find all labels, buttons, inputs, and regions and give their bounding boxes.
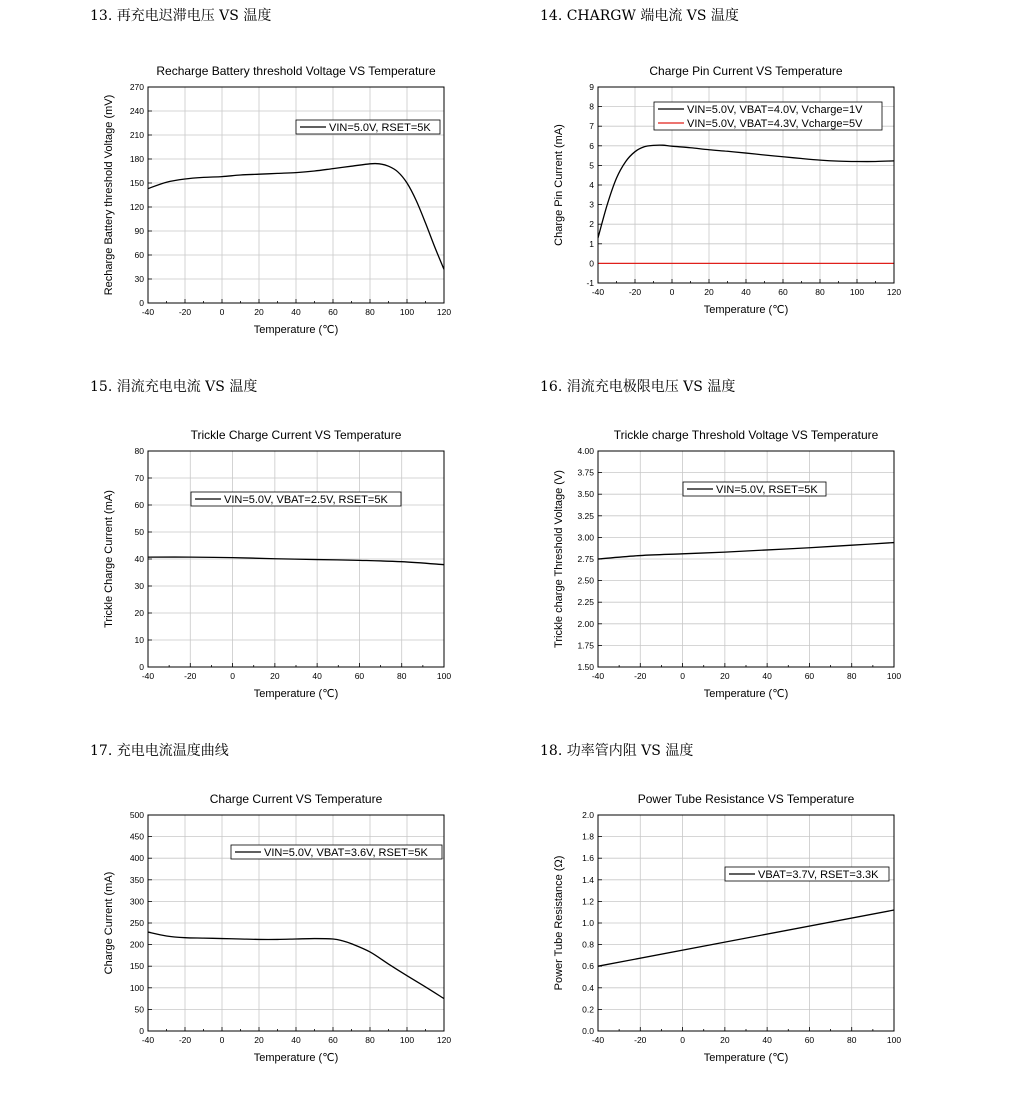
y-axis-label: Charge Pin Current (mA) (553, 124, 565, 246)
y-tick-label: 1.50 (577, 662, 594, 672)
x-tick-label: 100 (399, 1035, 415, 1045)
y-tick-label: 0.0 (582, 1026, 594, 1036)
y-tick-label: 30 (134, 274, 144, 284)
legend-label: VIN=5.0V, VBAT=4.3V, Vcharge=5V (687, 118, 863, 130)
y-tick-label: 120 (129, 202, 144, 212)
x-tick-label: 60 (328, 1035, 338, 1045)
x-axis-label: Temperature (℃) (703, 688, 789, 700)
y-tick-label: 90 (134, 226, 144, 236)
x-tick-label: 20 (704, 287, 714, 297)
y-tick-label: 150 (129, 178, 144, 188)
x-tick-label: 80 (815, 287, 825, 297)
y-tick-label: 30 (134, 581, 144, 591)
x-tick-label: 40 (741, 287, 751, 297)
y-tick-label: 1.0 (582, 918, 594, 928)
x-tick-label: -20 (628, 287, 642, 297)
legend-label: VIN=5.0V, VBAT=3.6V, RSET=5K (264, 847, 428, 859)
x-tick-label: -40 (591, 671, 605, 681)
y-tick-label: 0.2 (582, 1004, 594, 1015)
y-tick-label: 3.50 (577, 489, 594, 500)
x-tick-label: 80 (846, 671, 857, 681)
x-tick-label: -40 (141, 671, 155, 681)
x-tick-label: 20 (254, 307, 264, 317)
section-title: 再充电迟滞电压 VS 温度 (116, 8, 272, 24)
x-tick-label: 80 (846, 1035, 857, 1045)
section-title: 涓流充电电流 VS 温度 (116, 379, 258, 395)
y-tick-label: 60 (134, 250, 144, 260)
x-tick-label: 80 (365, 1035, 375, 1045)
y-tick-label: 2.00 (577, 618, 594, 629)
y-axis-label: Power Tube Resistance (Ω) (553, 855, 565, 991)
x-tick-label: 60 (804, 1035, 815, 1045)
y-tick-label: 8 (589, 101, 594, 112)
y-tick-label: 0 (139, 298, 144, 308)
section-title: 充电电流温度曲线 (116, 743, 229, 759)
y-tick-label: 0.6 (582, 961, 594, 972)
y-tick-label: -1 (586, 278, 594, 288)
section-number: 18. (540, 743, 563, 759)
y-axis-label: Trickle charge Threshold Voltage (V) (553, 470, 565, 648)
y-tick-label: 40 (134, 554, 144, 564)
section-title: CHARGW 端电流 VS 温度 (566, 8, 739, 24)
y-tick-label: 200 (129, 939, 144, 950)
section-number: 13. (90, 8, 113, 24)
legend-label: VIN=5.0V, RSET=5K (716, 484, 818, 496)
x-tick-label: 40 (291, 1035, 301, 1045)
section-number: 16. (540, 379, 563, 395)
y-tick-label: 270 (129, 82, 144, 92)
x-axis-label: Temperature (℃) (703, 304, 789, 316)
y-tick-label: 0.8 (582, 939, 594, 950)
y-tick-label: 450 (129, 831, 144, 842)
legend-label: VIN=5.0V, RSET=5K (329, 122, 431, 134)
y-tick-label: 0 (139, 662, 144, 672)
y-tick-label: 5 (589, 160, 594, 171)
x-tick-label: 60 (778, 287, 788, 297)
x-tick-label: 120 (886, 287, 902, 297)
y-tick-label: 1.8 (582, 831, 594, 842)
x-tick-label: 0 (680, 1035, 685, 1045)
y-tick-label: 2.25 (577, 597, 594, 608)
y-tick-label: 2.50 (577, 575, 594, 586)
x-axis-label: Temperature (℃) (703, 1052, 789, 1064)
x-tick-label: 0 (219, 1035, 225, 1045)
x-tick-label: 20 (720, 1035, 730, 1045)
y-tick-label: 50 (134, 527, 144, 537)
x-tick-label: -40 (141, 1035, 155, 1045)
chart-title: Power Tube Resistance VS Temperature (637, 792, 855, 806)
x-tick-label: -40 (141, 307, 155, 317)
x-tick-label: 20 (254, 1035, 264, 1045)
y-tick-label: 350 (129, 874, 144, 885)
x-tick-label: 40 (762, 1035, 772, 1045)
x-tick-label: -20 (178, 1035, 192, 1045)
chart-title: Recharge Battery threshold Voltage VS Temperature (156, 64, 436, 78)
y-tick-label: 3.75 (577, 467, 594, 478)
y-tick-label: 4 (589, 180, 594, 190)
y-tick-label: 0.4 (582, 982, 594, 993)
y-axis-label: Recharge Battery threshold Voltage (mV) (103, 94, 115, 296)
y-tick-label: 2.0 (582, 810, 594, 820)
y-tick-label: 500 (129, 810, 144, 820)
x-tick-label: -20 (184, 671, 197, 681)
y-tick-label: 1.6 (582, 853, 594, 864)
section-number: 14. (540, 8, 563, 24)
x-tick-label: 100 (886, 671, 902, 681)
y-tick-label: 250 (129, 918, 144, 928)
x-tick-label: -40 (591, 1035, 605, 1045)
y-tick-label: 1.75 (577, 640, 594, 651)
x-tick-label: 40 (312, 671, 322, 681)
x-tick-label: -20 (178, 307, 192, 317)
y-tick-label: 3.25 (577, 510, 594, 521)
x-tick-label: -20 (634, 671, 647, 681)
section-title: 涓流充电极限电压 VS 温度 (566, 379, 736, 395)
y-tick-label: 1.4 (582, 874, 594, 885)
x-tick-label: 0 (680, 671, 685, 681)
x-axis-label: Temperature (℃) (253, 688, 339, 700)
x-tick-label: 0 (669, 287, 675, 297)
section-number: 17. (90, 743, 113, 759)
y-tick-label: 3 (589, 199, 594, 210)
y-tick-label: 20 (134, 608, 144, 618)
x-tick-label: 0 (219, 307, 225, 317)
y-tick-label: 6 (589, 140, 594, 151)
legend (725, 867, 889, 881)
chart-title: Charge Pin Current VS Temperature (649, 64, 843, 78)
legend-label: VIN=5.0V, VBAT=2.5V, RSET=5K (224, 494, 388, 506)
x-tick-label: -40 (591, 287, 605, 297)
grid (598, 815, 894, 1031)
y-axis-label: Charge Current (mA) (103, 871, 115, 975)
y-tick-label: 100 (129, 982, 144, 993)
x-tick-label: 100 (886, 1035, 902, 1045)
y-tick-label: 9 (589, 82, 594, 92)
y-tick-label: 60 (134, 500, 144, 510)
x-axis-label: Temperature (℃) (253, 324, 339, 336)
x-tick-label: 20 (720, 671, 730, 681)
x-tick-label: 100 (399, 307, 415, 317)
x-tick-label: 80 (396, 671, 407, 681)
y-tick-label: 4.00 (577, 446, 594, 456)
x-tick-label: 40 (762, 671, 772, 681)
y-tick-label: 3.00 (577, 532, 594, 543)
y-tick-label: 50 (134, 1004, 144, 1015)
y-tick-label: 1 (589, 238, 594, 249)
y-tick-label: 2.75 (577, 554, 594, 564)
section-number: 15. (90, 379, 113, 395)
series-line (598, 910, 894, 966)
chart-title: Charge Current VS Temperature (209, 792, 383, 806)
y-tick-label: 0 (589, 258, 594, 269)
x-tick-label: 40 (291, 307, 301, 317)
x-tick-label: 100 (849, 287, 865, 297)
chart-title: Trickle charge Threshold Voltage VS Temperature (613, 428, 879, 442)
x-tick-label: -20 (634, 1035, 647, 1045)
section-title: 功率管内阻 VS 温度 (566, 743, 694, 759)
y-tick-label: 240 (129, 106, 144, 116)
y-tick-label: 80 (134, 446, 144, 456)
x-tick-label: 0 (230, 671, 235, 681)
legend-label: VBAT=3.7V, RSET=3.3K (758, 869, 879, 881)
x-tick-label: 60 (804, 671, 815, 681)
x-tick-label: 60 (328, 307, 338, 317)
y-tick-label: 2 (589, 219, 594, 230)
y-tick-label: 180 (129, 154, 144, 164)
y-tick-label: 400 (129, 853, 144, 864)
y-tick-label: 0 (139, 1026, 144, 1036)
x-axis-label: Temperature (℃) (253, 1052, 339, 1064)
y-tick-label: 70 (134, 473, 144, 483)
x-tick-label: 100 (436, 671, 452, 681)
x-tick-label: 20 (270, 671, 280, 681)
y-tick-label: 10 (134, 635, 144, 645)
legend-label: VIN=5.0V, VBAT=4.0V, Vcharge=1V (687, 104, 863, 116)
x-tick-label: 120 (436, 307, 452, 317)
chart-title: Trickle Charge Current VS Temperature (190, 428, 402, 442)
y-tick-label: 210 (129, 130, 144, 140)
y-tick-label: 1.2 (582, 896, 594, 907)
y-tick-label: 7 (589, 121, 594, 132)
y-axis-label: Trickle Charge Current (mA) (103, 490, 115, 628)
y-tick-label: 150 (129, 961, 144, 972)
y-tick-label: 300 (129, 896, 144, 907)
x-tick-label: 60 (354, 671, 365, 681)
x-tick-label: 80 (365, 307, 375, 317)
x-tick-label: 120 (436, 1035, 452, 1045)
